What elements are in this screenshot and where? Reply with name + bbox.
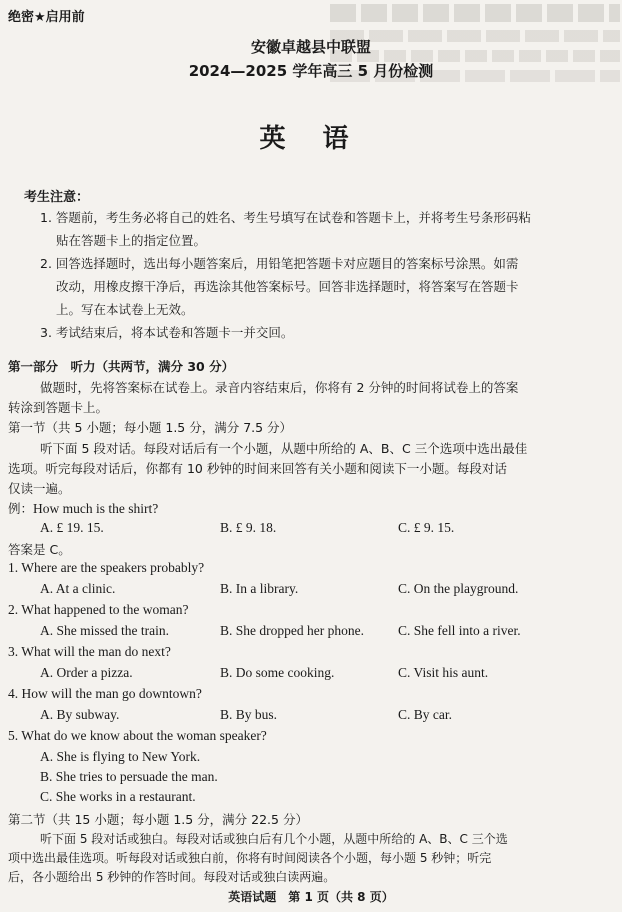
section1-instr-3: 仅读一遍。 (8, 481, 71, 496)
example-option-c: C. £ 9. 15. (398, 520, 455, 535)
q2-option-a: A. She missed the train. (40, 623, 169, 638)
exam-title: 2024—2025 学年高三 5 月份检测 (188, 62, 434, 80)
notice-item-2c: 上。写在本试卷上无效。 (56, 302, 194, 317)
notice-item-1b: 贴在答题卡上的指定位置。 (56, 233, 207, 248)
section2-title: 第二节（共 15 小题；每小题 1.5 分，满分 22.5 分） (8, 812, 308, 827)
q2-option-c: C. She fell into a river. (398, 623, 521, 638)
question-5: 5. What do we know about the woman speaker? (8, 728, 267, 743)
q3-option-a: A. Order a pizza. (40, 665, 133, 680)
q3-option-c: C. Visit his aunt. (398, 665, 489, 680)
notice-item-3: 3. 考试结束后，将本试卷和答题卡一并交回。 (40, 325, 294, 340)
section1-instr-2: 选项。听完每段对话后，你都有 10 秒钟的时间来回答有关小题和阅读下一小题。每段对话 (8, 461, 507, 476)
example-answer: 答案是 C。 (8, 542, 71, 557)
page-footer: 英语试题 第 1 页（共 8 页） (228, 890, 394, 904)
q4-option-c: C. By car. (398, 707, 452, 722)
example-option-b: B. £ 9. 18. (220, 520, 277, 535)
q5-option-b: B. She tries to persuade the man. (40, 769, 218, 784)
notice-heading: 考生注意： (24, 190, 90, 205)
part1-title: 第一部分 听力（共两节，满分 30 分） (8, 359, 235, 374)
q4-option-b: B. By bus. (220, 707, 278, 722)
q3-option-b: B. Do some cooking. (220, 665, 335, 680)
q5-option-a: A. She is flying to New York. (40, 749, 201, 764)
part1-intro-1: 做题时，先将答案标在试卷上。录音内容结束后，你将有 2 分钟的时间将试卷上的答案 (40, 380, 519, 395)
section2-instr-2: 项中选出最佳选项。听每段对话或独白前，你将有时间阅读各个小题，每小题 5 秒钟；听完 (8, 851, 492, 865)
confidential-label: 绝密★启用前 (8, 10, 85, 25)
question-4: 4. How will the man go downtown? (8, 686, 202, 701)
subject-title: 英 语 (259, 124, 363, 154)
q1-option-b: B. In a library. (220, 581, 299, 596)
example-question: 例：How much is the shirt? (8, 501, 159, 516)
notice-item-1a: 1. 答题前，考生务必将自己的姓名、考生号填写在试卷和答题卡上，并将考生号条形码粘 (40, 210, 531, 225)
notice-item-2a: 2. 回答选择题时，选出每小题答案后，用铅笔把答题卡对应题目的答案标号涂黑。如需 (40, 256, 519, 271)
section1-instr-1: 听下面 5 段对话。每段对话后有一个小题，从题中所给的 A、B、C 三个选项中选出最佳 (40, 441, 528, 456)
section2-instr-3: 后，各小题给出 5 秒钟的作答时间。每段对话或独白读两遍。 (8, 870, 336, 884)
section1-title: 第一节（共 5 小题；每小题 1.5 分，满分 7.5 分） (8, 420, 293, 435)
q1-option-a: A. At a clinic. (40, 581, 116, 596)
part1-intro-2: 转涂到答题卡上。 (8, 400, 109, 415)
q2-option-b: B. She dropped her phone. (220, 623, 364, 638)
notice-item-2b: 改动，用橡皮擦干净后，再选涂其他答案标号。回答非选择题时，将答案写在答题卡 (56, 279, 519, 294)
question-3: 3. What will the man do next? (8, 644, 171, 659)
example-option-a: A. £ 19. 15. (40, 520, 104, 535)
section2-instr-1: 听下面 5 段对话或独白。每段对话或独白后有几个小题，从题中所给的 A、B、C 三个选 (40, 832, 508, 846)
q5-option-c: C. She works in a restaurant. (40, 789, 196, 804)
question-1: 1. Where are the speakers probably? (8, 560, 205, 575)
q4-option-a: A. By subway. (40, 707, 120, 722)
q1-option-c: C. On the playground. (398, 581, 519, 596)
org-title: 安徽卓越县中联盟 (250, 38, 371, 56)
question-2: 2. What happened to the woman? (8, 602, 189, 617)
